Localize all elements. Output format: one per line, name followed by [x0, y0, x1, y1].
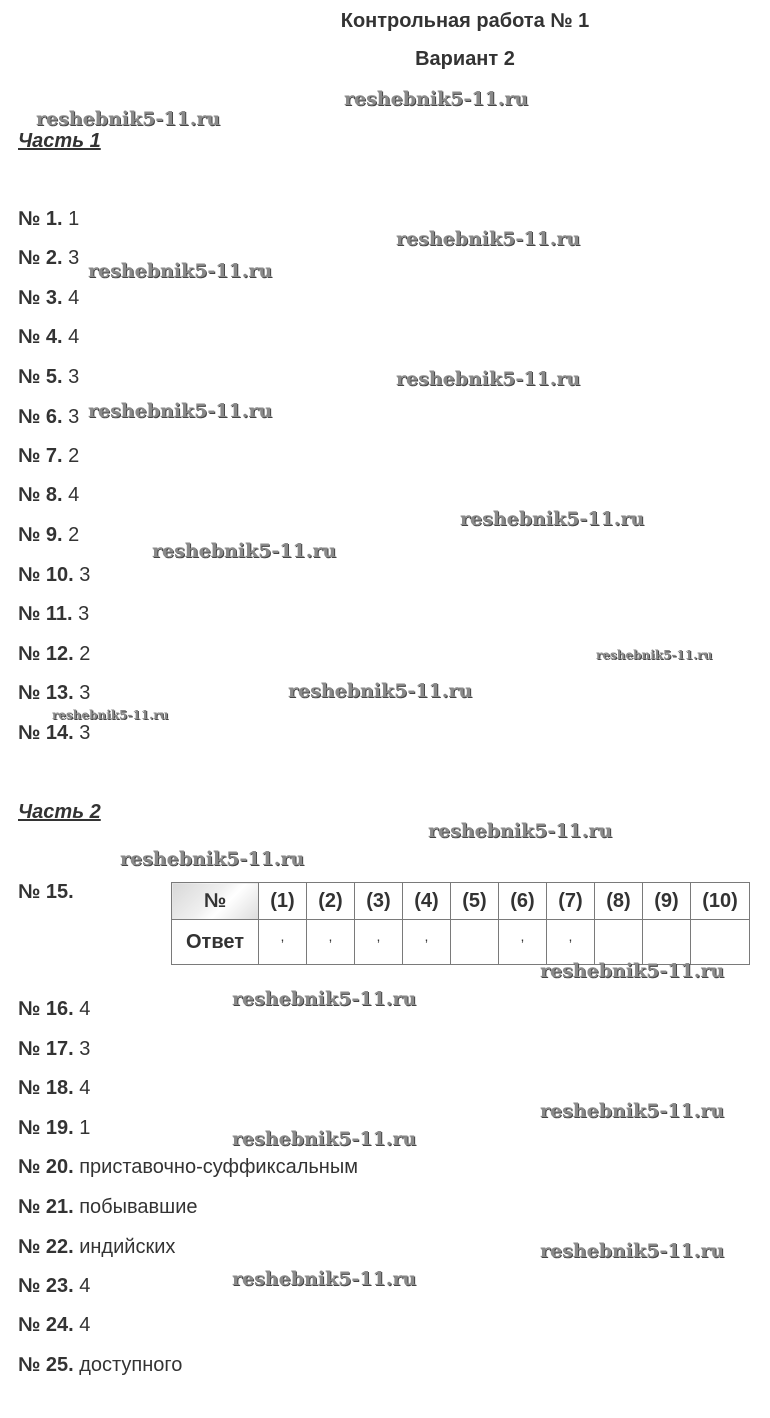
table-cell: , — [259, 920, 307, 965]
answer-item: № 7. 2 — [18, 445, 80, 467]
answer-item: № 21. побывавшие — [18, 1196, 198, 1218]
watermark: reshebnik5-11.ru — [460, 508, 645, 530]
answer-item: № 10. 3 — [18, 564, 91, 586]
table-cell: , — [355, 920, 403, 965]
answer-item: № 17. 3 — [18, 1038, 91, 1060]
watermark: reshebnik5-11.ru — [540, 1100, 725, 1122]
answer-item: № 6. 3 — [18, 406, 80, 428]
watermark: reshebnik5-11.ru — [36, 108, 221, 130]
watermark: reshebnik5-11.ru — [88, 400, 273, 422]
table-cell: , — [499, 920, 547, 965]
table-column-header: (4) — [403, 883, 451, 920]
watermark: reshebnik5-11.ru — [596, 648, 713, 662]
watermark: reshebnik5-11.ru — [232, 1128, 417, 1150]
watermark: reshebnik5-11.ru — [396, 368, 581, 390]
watermark: reshebnik5-11.ru — [152, 540, 337, 562]
watermark: reshebnik5-11.ru — [88, 260, 273, 282]
table-column-header: (9) — [643, 883, 691, 920]
table-cell — [691, 920, 750, 965]
table-column-header: (5) — [451, 883, 499, 920]
table-cell: , — [403, 920, 451, 965]
table-answer-row — [172, 920, 750, 965]
table-cell: , — [547, 920, 595, 965]
table-column-header: (7) — [547, 883, 595, 920]
watermark: reshebnik5-11.ru — [232, 988, 417, 1010]
answer-item: № 19. 1 — [18, 1117, 91, 1139]
watermark: reshebnik5-11.ru — [344, 88, 529, 110]
answer-item: № 11. 3 — [18, 603, 90, 625]
table-column-header: (2) — [307, 883, 355, 920]
table-header-label: № — [172, 883, 259, 920]
watermark: reshebnik5-11.ru — [428, 820, 613, 842]
answer-table — [171, 882, 750, 965]
watermark: reshebnik5-11.ru — [540, 960, 725, 982]
table-cell — [595, 920, 643, 965]
variant-title: Вариант 2 — [415, 48, 515, 70]
part1-heading: Часть 1 — [18, 130, 101, 152]
table-cell: , — [307, 920, 355, 965]
watermark: reshebnik5-11.ru — [288, 680, 473, 702]
part2-heading: Часть 2 — [18, 801, 101, 823]
page-title: Контрольная работа № 1 — [340, 10, 590, 32]
answer-item: № 14. 3 — [18, 722, 91, 744]
answer-item: № 22. индийских — [18, 1236, 176, 1258]
answer-item: № 18. 4 — [18, 1077, 91, 1099]
answer-item: № 25. доступного — [18, 1354, 183, 1376]
answer-item: № 4. 4 — [18, 326, 80, 348]
answer-item: № 8. 4 — [18, 484, 80, 506]
table-column-header: (6) — [499, 883, 547, 920]
answer-item: № 20. приставочно-суффиксальным — [18, 1156, 358, 1178]
table-column-header: (8) — [595, 883, 643, 920]
answer-item: № 15. — [18, 881, 74, 903]
answer-item: № 12. 2 — [18, 643, 91, 665]
answer-item: № 9. 2 — [18, 524, 80, 546]
table-header-row — [172, 883, 750, 920]
table-column-header: (10) — [691, 883, 750, 920]
answer-item: № 3. 4 — [18, 287, 80, 309]
answer-item: № 1. 1 — [18, 208, 80, 230]
watermark: reshebnik5-11.ru — [232, 1268, 417, 1290]
answer-item: № 5. 3 — [18, 366, 80, 388]
table-column-header: (3) — [355, 883, 403, 920]
answer-item: № 24. 4 — [18, 1314, 91, 1336]
watermark: reshebnik5-11.ru — [396, 228, 581, 250]
answer-item: № 16. 4 — [18, 998, 91, 1020]
table-row-label: Ответ — [172, 920, 259, 965]
answer-item: № 23. 4 — [18, 1275, 91, 1297]
table-cell — [643, 920, 691, 965]
watermark: reshebnik5-11.ru — [540, 1240, 725, 1262]
answer-item: № 13. 3 — [18, 682, 91, 704]
answer-item: № 2. 3 — [18, 247, 80, 269]
table-cell — [451, 920, 499, 965]
watermark: reshebnik5-11.ru — [120, 848, 305, 870]
watermark: reshebnik5-11.ru — [52, 708, 169, 722]
table-column-header: (1) — [259, 883, 307, 920]
